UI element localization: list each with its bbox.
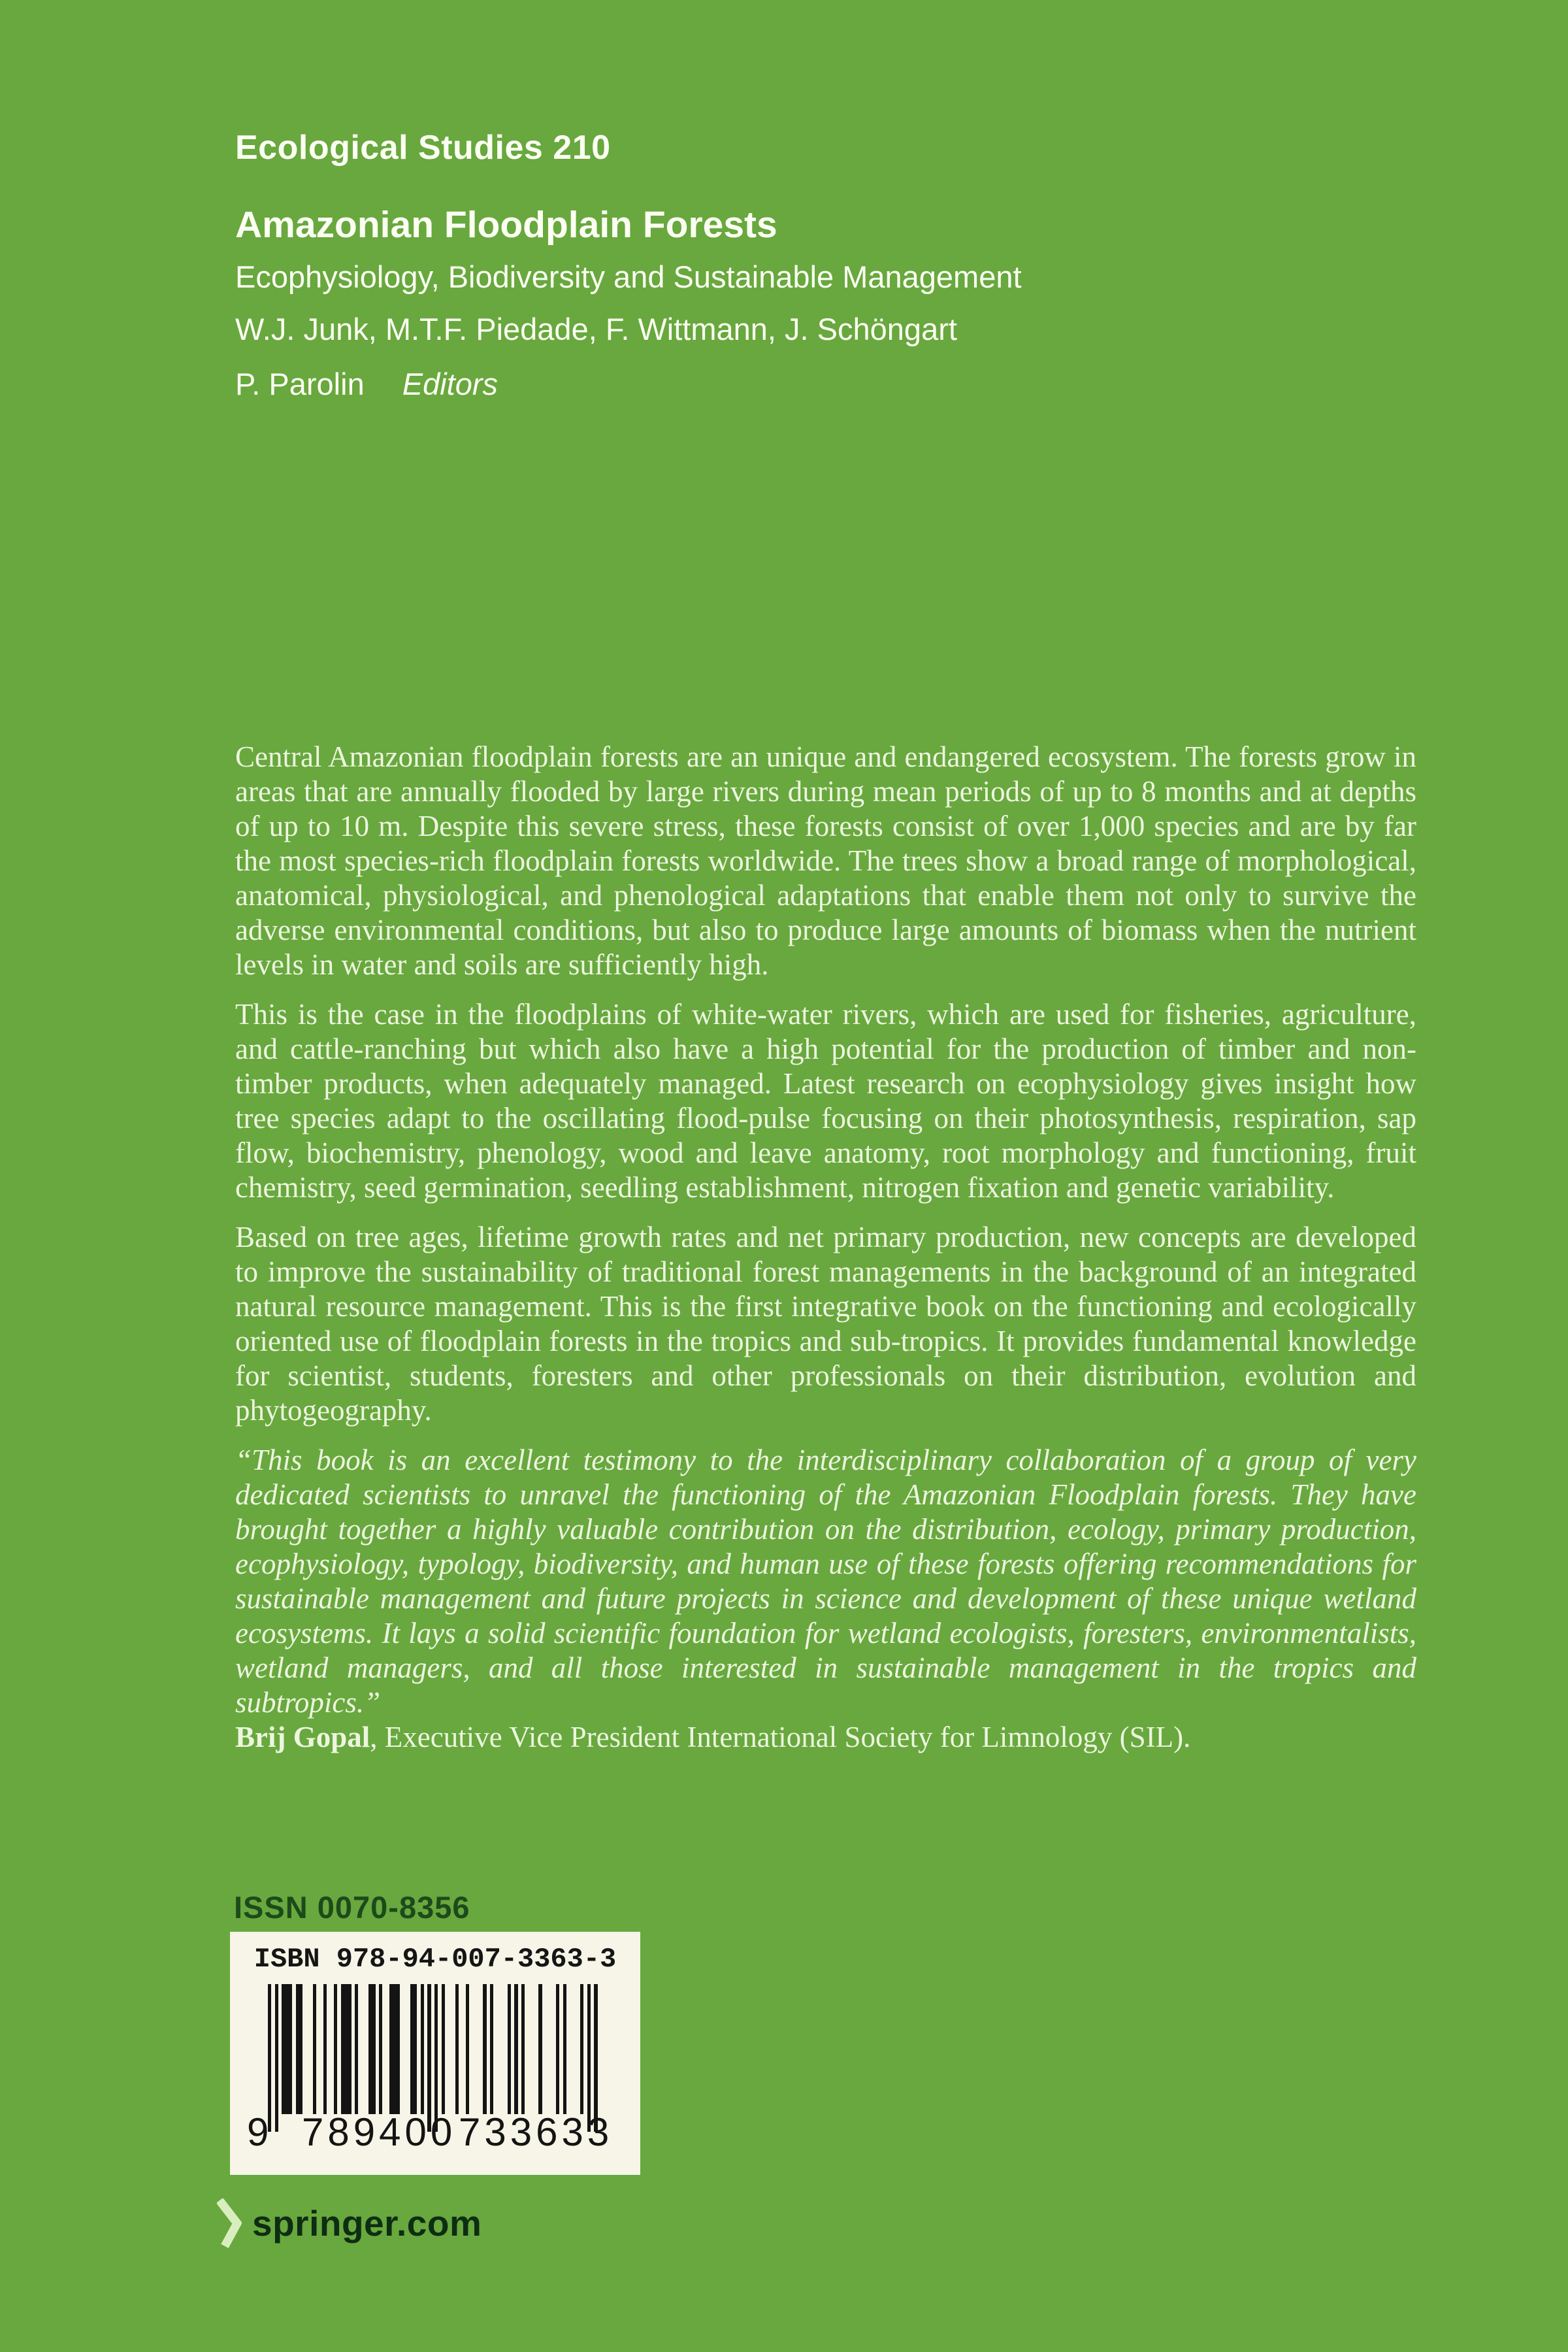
blurb-paragraph-2: This is the case in the floodplains of white-water rivers, which are used for fisheries, agriculture, and cattle-ranching but which also have a high potential for the production of timber and non-timber products, when adequately managed. Latest research on ecophysiology gives insight how tree species adapt to the oscillating flood-pulse focusing on their photosynthesis, respiration, sap flow, biochemistry, phenology, wood and leave anatomy, root morphology and functioning, fruit chemistry, seed germination, seedling establishment, nitrogen fixation and genetic variability.	[235, 998, 1416, 1204]
header-block	[235, 129, 1022, 403]
series-title: Ecological Studies 210	[235, 129, 611, 167]
barcode-digit-group: 9	[247, 2110, 269, 2154]
issn-label: ISSN 0070-8356	[234, 1890, 470, 1925]
book-subtitle: Ecophysiology, Biodiversity and Sustainable Management	[235, 259, 1022, 294]
book-title: Amazonian Floodplain Forests	[235, 204, 777, 246]
authors-line: W.J. Junk, M.T.F. Piedade, F. Wittmann, J. Schöngart	[235, 312, 957, 346]
review-attribution	[235, 1720, 1416, 1755]
editor-name: P. Parolin	[235, 367, 365, 401]
reviewer-title: , Executive Vice President International Society for Limnology (SIL).	[370, 1721, 1191, 1753]
publisher-footer	[217, 2198, 482, 2248]
blurb-paragraph-1: Central Amazonian floodplain forests are an unique and endangered ecosystem. The forests grow in areas that are annually flooded by large rivers during mean periods of up to 8 months and at depths of up to 10 m. Despite this severe stress, these forests consist of over 1,000 species and are by far the most species-rich floodplain forests worldwide. The trees show a broad range of morphological, anatomical, physiological, and phenological adaptations that enable them not only to survive the adverse environmental conditions, but also to produce large amounts of biomass when the nutrient levels in water and soils are sufficiently high.	[235, 740, 1416, 981]
springer-chevron-icon	[217, 2198, 242, 2248]
barcode-digit-group: 789400	[302, 2110, 457, 2154]
reviewer-name: Brij Gopal	[235, 1721, 370, 1753]
back-cover-text	[235, 740, 1416, 1755]
editors-label: Editors	[402, 367, 498, 401]
editors-line	[235, 366, 1022, 403]
review-quote: “This book is an excellent testimony to the interdisciplinary collaboration of a group of very dedicated scientists to unravel the functioning of the Amazonian Floodplain forests. They have brought together a highly valuable contribution on the distribution, ecology, primary production, ecophysiology, typology, biodiversity, and human use of these forests offering recommendations for sustainable management and future projects in science and development of these unique wetland ecosystems. It lays a solid scientific foundation for wetland ecologists, foresters, environmentalists, wetland managers, and all those interested in sustainable management in the tropics and subtropics.”	[235, 1444, 1416, 1719]
publisher-url: springer.com	[252, 2203, 482, 2244]
blurb-paragraph-3: Based on tree ages, lifetime growth rates and net primary production, new concepts are developed to improve the sustainability of traditional forest managements in the background of an integrated natural resource management. This is the first integrative book on the functioning and ecologically oriented use of floodplain forests in the tropics and sub-tropics. It provides fundamental knowledge for scientist, students, foresters and other professionals on their distribution, evolution and phytogeography.	[235, 1221, 1416, 1427]
barcode-digit-group: 733633	[459, 2110, 613, 2154]
barcode-number	[230, 2110, 640, 2161]
isbn-barcode-box	[230, 1932, 640, 2175]
isbn-label: ISBN 978-94-007-3363-3	[253, 1944, 617, 1975]
